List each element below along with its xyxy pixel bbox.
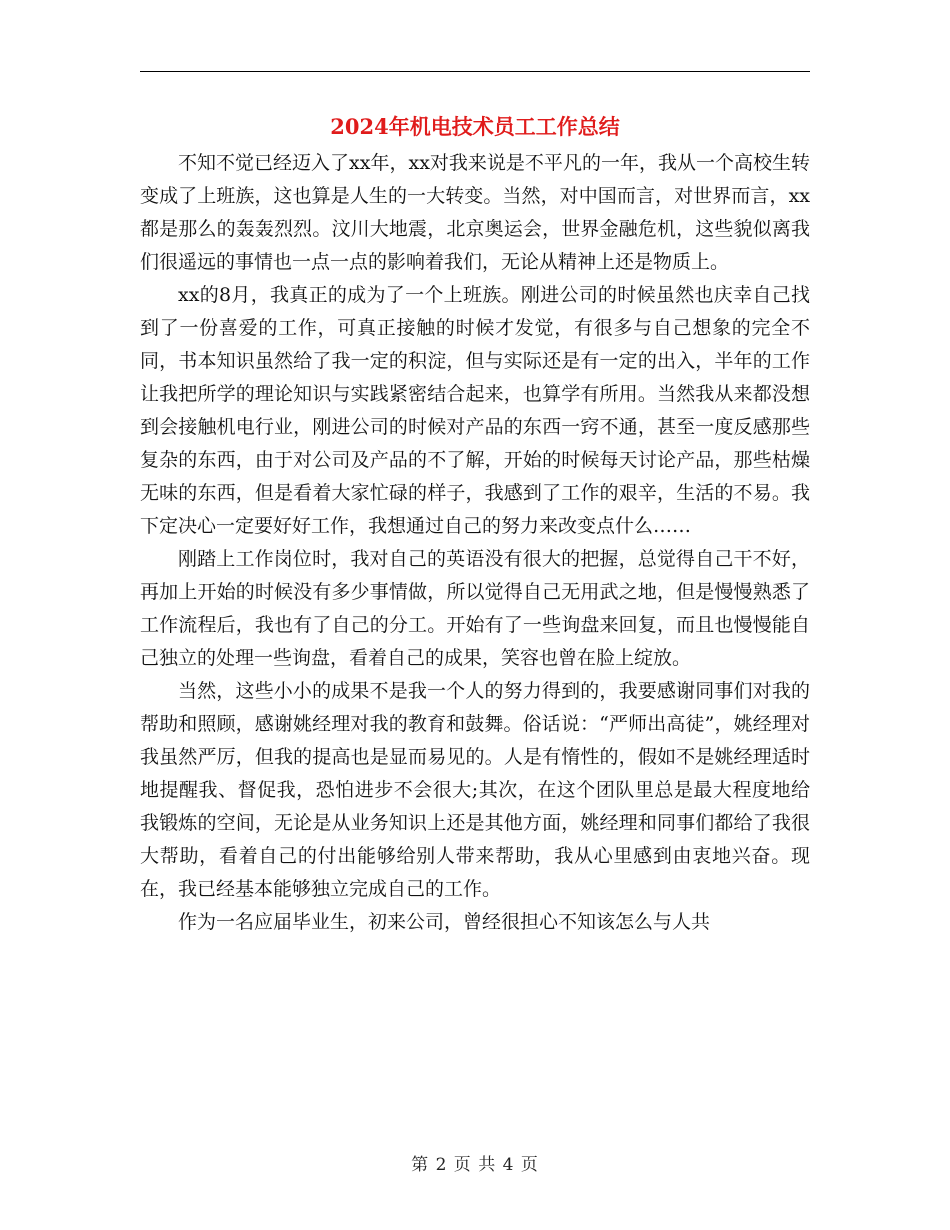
paragraph-2: xx的8月，我真正的成为了一个上班族。刚进公司的时候虽然也庆幸自己找到了一份喜爱的工作，可真正接触的时候才发觉，有很多与自己想象的完全不同，书本知识虽然给了我一定的积淀，但与实际还是有一定的出入，半年的工作让我把所学的理论知识与实践紧密结合起来，也算学有所用。当然我从来都没想到会接触机电行业，刚进公司的时候对产品的东西一窍不通，甚至一度反感那些复杂的东西，由于对公司及产品的不了解，开始的时候每天讨论产品，那些枯燥无味的东西，但是看着大家忙碌的样子，我感到了工作的艰辛，生活的不易。我下定决心一定要好好工作，我想通过自己的努力来改变点什么…… xyxy=(140,284,810,537)
paragraph-5: 作为一名应届毕业生，初来公司，曾经很担心不知该怎么与人共 xyxy=(178,911,711,933)
paragraph-3: 刚踏上工作岗位时，我对自己的英语没有很大的把握，总觉得自己干不好，再加上开始的时候没有多少事情做，所以觉得自己无用武之地，但是慢慢熟悉了工作流程后，我也有了自己的分工。开始有了一些询盘来回复，而且也慢慢能自己独立的处理一些询盘，看着自己的成果，笑容也曾在脸上绽放。 xyxy=(140,548,810,669)
document-title: 2024年机电技术员工工作总结 xyxy=(330,114,620,139)
document-body xyxy=(140,147,810,939)
page-number-footer: 第 2 页 共 4 页 xyxy=(411,1155,539,1175)
header-rule xyxy=(140,71,810,72)
paragraph-4: 当然，这些小小的成果不是我一个人的努力得到的，我要感谢同事们对我的帮助和照顾，感谢姚经理对我的教育和鼓舞。俗话说：“严师出高徒”，姚经理对我虽然严厉，但我的提高也是显而易见的。人是有惰性的，假如不是姚经理适时地提醒我、督促我，恐怕进步不会很大;其次，在这个团队里总是最大程度地给我锻炼的空间，无论是从业务知识上还是其他方面，姚经理和同事们都给了我很大帮助，看着自己的付出能够给别人带来帮助，我从心里感到由衷地兴奋。现在，我已经基本能够独立完成自己的工作。 xyxy=(140,680,810,900)
paragraph-1: 不知不觉已经迈入了xx年，xx对我来说是不平凡的一年，我从一个高校生转变成了上班族，这也算是人生的一大转变。当然，对中国而言，对世界而言，xx都是那么的轰轰烈烈。汶川大地震，北京奥运会，世界金融危机，这些貌似离我们很遥远的事情也一点一点的影响着我们，无论从精神上还是物质上。 xyxy=(140,152,810,273)
